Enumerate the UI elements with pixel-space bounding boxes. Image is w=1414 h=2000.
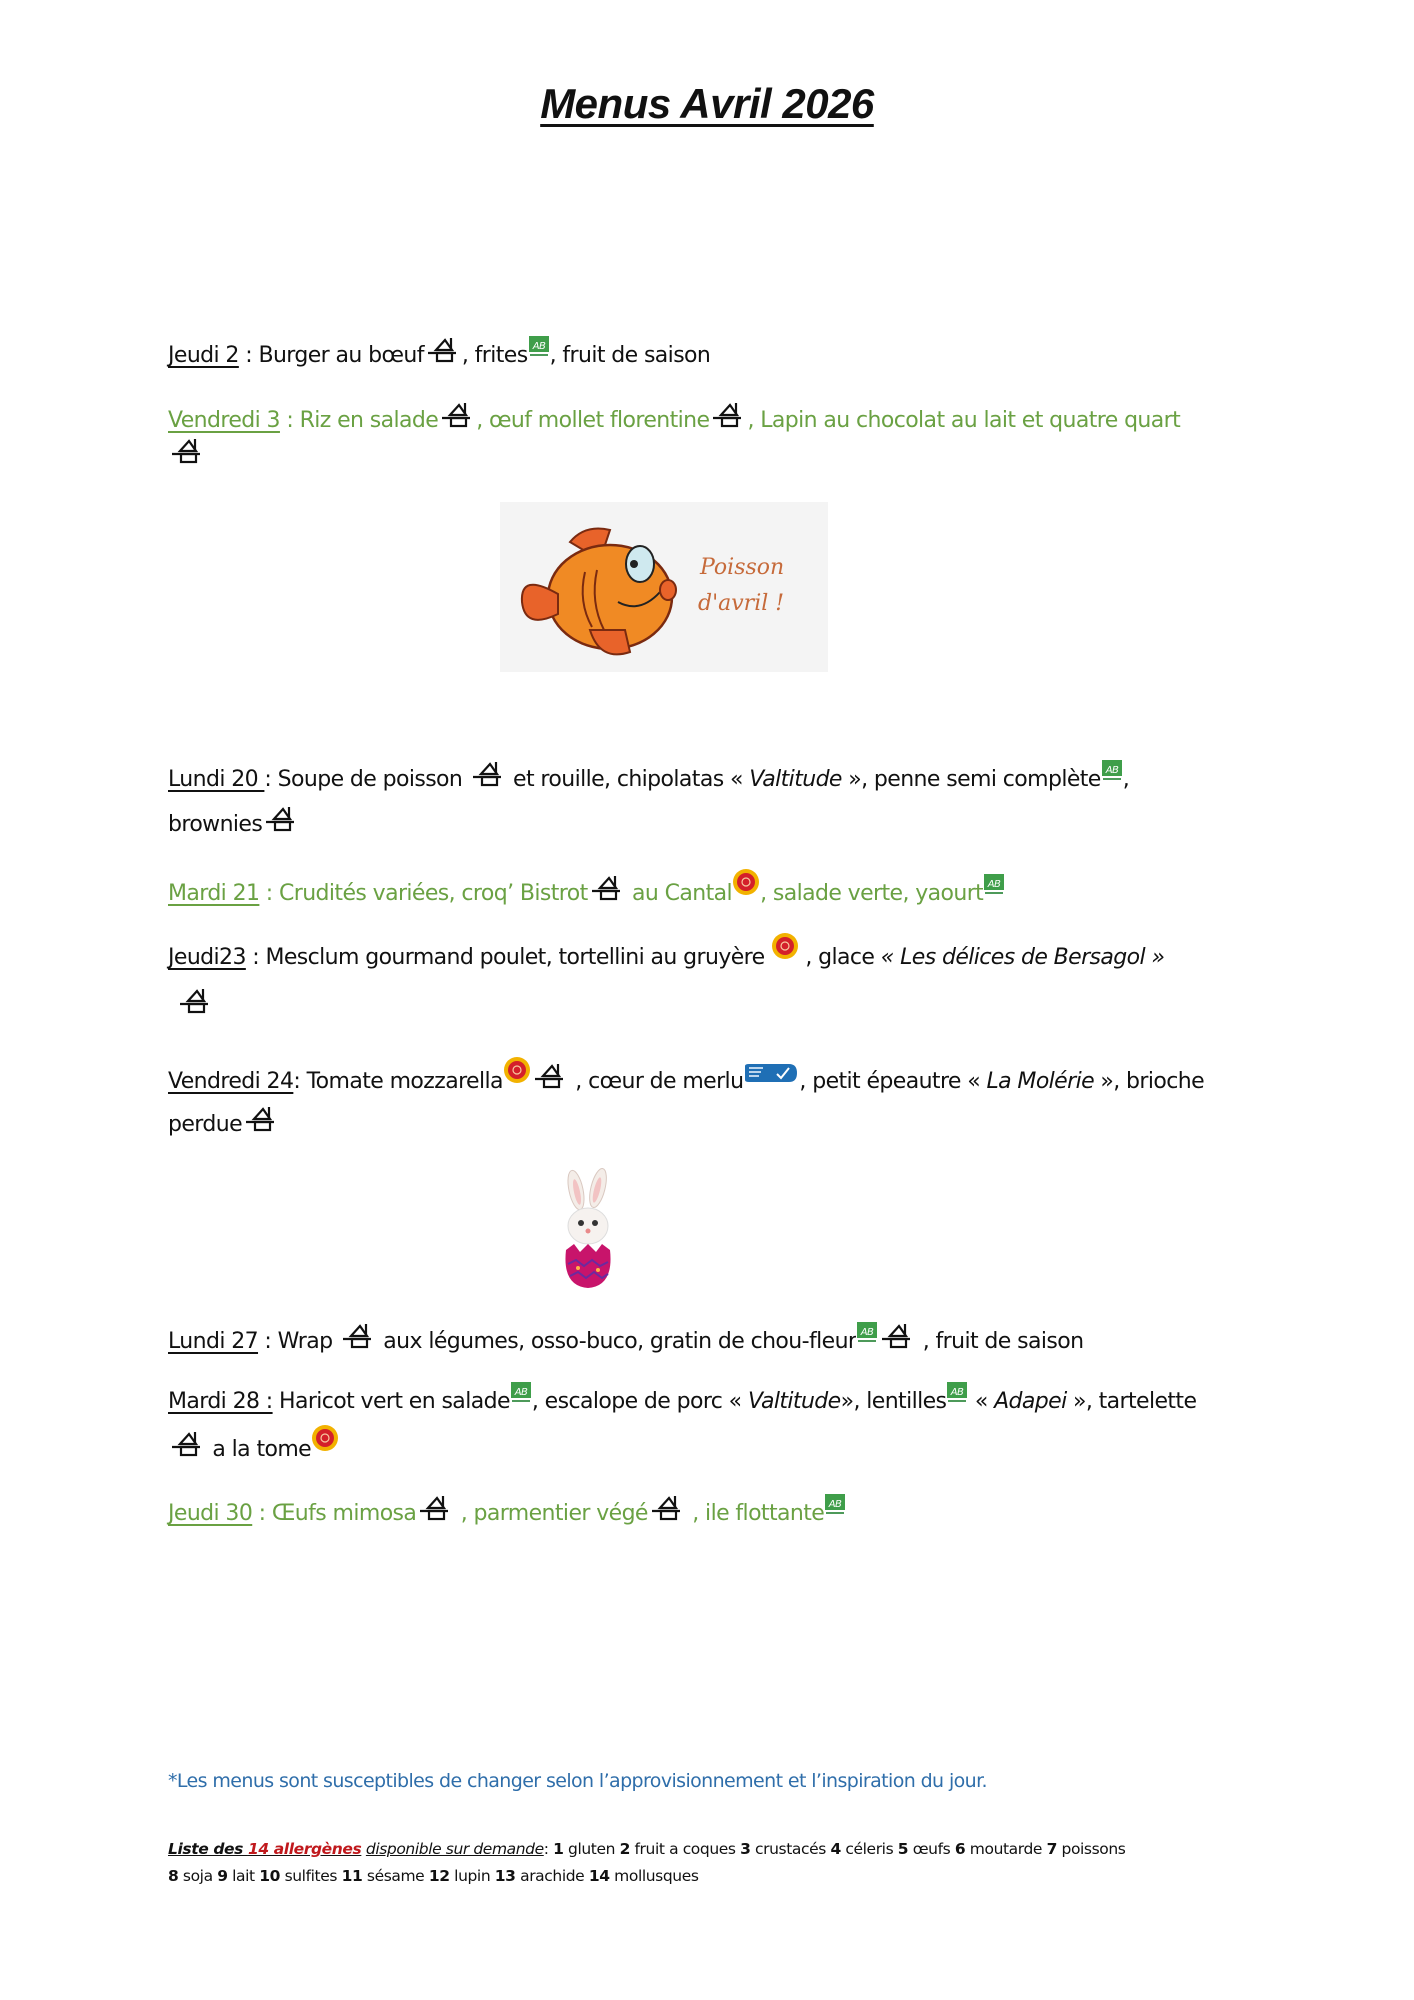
page-title-container (0, 80, 1414, 128)
menu-day: Jeudi 30 (168, 1501, 253, 1526)
menu-day: Jeudi 2 (168, 343, 239, 368)
brand-text: Valtitude (749, 767, 842, 792)
allergen-number: 14 (588, 1867, 610, 1885)
aop-label-icon (732, 868, 760, 896)
allergen-name: gluten (568, 1840, 616, 1858)
dish-text: , cœur de merlu (568, 1069, 744, 1094)
fait-maison-house-icon (426, 336, 460, 366)
fait-maison-house-icon (711, 401, 745, 431)
dish-text: , (1122, 767, 1130, 792)
menu-day: Jeudi23 (168, 945, 246, 970)
separator: : (543, 1840, 554, 1858)
fait-maison-house-icon (440, 401, 474, 431)
fait-maison-house-icon (178, 987, 212, 1017)
aop-label-icon (311, 1424, 339, 1452)
allergen-number: 9 (217, 1867, 228, 1885)
dish-text: au Cantal (625, 881, 733, 906)
menu-day: Lundi 20 (168, 767, 265, 792)
dish-text: , Lapin au chocolat au lait et quatre quart (747, 408, 1181, 433)
allergen-label-part: Liste des (168, 1840, 248, 1858)
fait-maison-house-icon (244, 1105, 278, 1135)
fait-maison-house-icon (170, 1430, 204, 1460)
separator: : (264, 767, 278, 792)
dish-text: et rouille, chipolatas « (506, 767, 750, 792)
dish-text: , glace (798, 945, 881, 970)
dish-text: brownies (168, 812, 263, 837)
separator: : (258, 1329, 278, 1354)
menu-lundi-27 (168, 1318, 1083, 1365)
allergen-availability: disponible sur demande (365, 1840, 544, 1858)
menu-jeudi-30 (168, 1490, 846, 1537)
fait-maison-house-icon (170, 437, 204, 467)
dish-text: Riz en salade (299, 408, 439, 433)
allergen-number: 3 (740, 1840, 751, 1858)
dish-text: , œuf mollet florentine (476, 408, 710, 433)
menu-lundi-20 (168, 756, 1129, 803)
dish-text: , fruit de saison (549, 343, 711, 368)
easter-bunny-image (548, 1168, 628, 1292)
dish-text: Burger au bœuf (258, 343, 424, 368)
allergen-number: 1 (553, 1840, 564, 1858)
aop-label-icon (771, 932, 799, 960)
fait-maison-house-icon (650, 1494, 684, 1524)
separator: : (293, 1069, 307, 1094)
dish-text: , salade verte, yaourt (760, 881, 984, 906)
dish-text: , fruit de saison (916, 1329, 1084, 1354)
menu-mardi-28 (168, 1378, 1196, 1425)
menu-day: Mardi 21 (168, 881, 260, 906)
allergen-name: lait (232, 1867, 255, 1885)
ab-organic-label-icon (1101, 756, 1123, 784)
allergen-name: fruit a coques (634, 1840, 736, 1858)
dish-text: , frites (461, 343, 528, 368)
ab-organic-label-icon (824, 1490, 846, 1518)
ab-organic-label-icon (856, 1318, 878, 1346)
allergen-name: lupin (454, 1867, 491, 1885)
menu-mardi-21 (168, 868, 1005, 917)
dish-text: Crudités variées, croq’ Bistrot (279, 881, 588, 906)
menu-day: Mardi 28 : (168, 1389, 273, 1414)
ab-organic-label-icon (983, 870, 1005, 898)
fait-maison-house-icon (471, 760, 505, 790)
separator: : (279, 408, 300, 433)
brand-text: « Les délices de Bersagol » (880, 945, 1165, 970)
dish-text: Soupe de poisson (277, 767, 469, 792)
bunny-icon (548, 1168, 628, 1292)
dish-text: Tomate mozzarella (306, 1069, 503, 1094)
allergen-number: 7 (1046, 1840, 1057, 1858)
dish-text: », brioche (1094, 1069, 1205, 1094)
svg-text:d'avril !: d'avril ! (698, 591, 785, 616)
dish-text: « (968, 1389, 995, 1414)
dish-text: Haricot vert en salade (279, 1389, 510, 1414)
separator: : (259, 881, 279, 906)
dish-text: », penne semi complète (841, 767, 1101, 792)
ab-organic-label-icon (510, 1378, 532, 1406)
menu-jeudi-23-cont (176, 984, 214, 1030)
menu-vendredi-24 (168, 1056, 1204, 1105)
allergen-name: œufs (912, 1840, 951, 1858)
msc-sustainable-fishing-icon (743, 1062, 799, 1084)
fait-maison-house-icon (590, 874, 624, 904)
allergen-number: 6 (954, 1840, 966, 1858)
menu-day: Vendredi 24 (168, 1069, 294, 1094)
svg-text:Poisson: Poisson (700, 555, 785, 580)
menu-day: Lundi 27 (168, 1329, 259, 1354)
page-title: Menus Avril 2026 (540, 80, 874, 127)
dish-text: Œufs mimosa (271, 1501, 417, 1526)
fait-maison-house-icon (341, 1322, 375, 1352)
aop-label-icon (503, 1056, 531, 1084)
allergen-number: 10 (259, 1867, 281, 1885)
dish-text: Mesclum gourmand poulet, tortellini au gruyère (265, 945, 771, 970)
dish-text: », tartelette (1066, 1389, 1197, 1414)
dish-text: Wrap (277, 1329, 339, 1354)
allergen-number: 13 (494, 1867, 516, 1885)
fish-icon (500, 502, 828, 672)
allergen-number: 12 (428, 1867, 450, 1885)
brand-text: Adapei (994, 1389, 1067, 1414)
fait-maison-house-icon (880, 1322, 914, 1352)
ab-organic-label-icon (946, 1378, 968, 1406)
allergen-name: crustacés (755, 1840, 826, 1858)
dish-text: , escalope de porc « (531, 1389, 748, 1414)
allergen-name: poissons (1061, 1840, 1126, 1858)
allergen-name: mollusques (614, 1867, 699, 1885)
allergen-name: soja (182, 1867, 213, 1885)
allergen-number: 5 (897, 1840, 909, 1858)
brand-text: La Molérie (986, 1069, 1095, 1094)
dish-text: aux légumes, osso-buco, gratin de chou-fleur (376, 1329, 857, 1354)
menu-vendredi-3-cont (168, 434, 206, 480)
fait-maison-house-icon (264, 805, 298, 835)
fait-maison-house-icon (533, 1062, 567, 1092)
dish-text: , ile flottante (685, 1501, 825, 1526)
menu-day: Vendredi 3 (168, 408, 280, 433)
poisson-avril-image (500, 502, 828, 672)
ab-organic-label-icon (528, 332, 550, 360)
allergen-name: sulfites (284, 1867, 338, 1885)
allergen-name: céleris (845, 1840, 894, 1858)
menu-vendredi-24-cont (168, 1102, 280, 1148)
allergen-name: arachide (520, 1867, 585, 1885)
allergen-list (168, 1836, 1125, 1890)
allergen-number: 4 (830, 1840, 841, 1858)
menu-lundi-20-cont (168, 802, 300, 848)
fait-maison-house-icon (418, 1494, 452, 1524)
separator: : (238, 343, 259, 368)
dish-text: », lentilles (840, 1389, 947, 1414)
menu-jeudi-2 (168, 332, 710, 379)
dish-text: a la tome (206, 1437, 312, 1462)
dish-text: , parmentier végé (454, 1501, 648, 1526)
allergen-name: sésame (366, 1867, 425, 1885)
separator: : (252, 1501, 272, 1526)
brand-text: Valtitude (747, 1389, 841, 1414)
menu-mardi-28-cont (168, 1424, 339, 1473)
disclaimer-note: *Les menus sont susceptibles de changer selon l’approvisionnement et l’inspiration du jour. (168, 1770, 987, 1792)
allergen-number: 8 (168, 1867, 179, 1885)
separator: : (245, 945, 266, 970)
allergen-name: moutarde (969, 1840, 1043, 1858)
allergen-count: 14 allergènes (247, 1840, 362, 1858)
menu-vendredi-3 (168, 398, 1180, 444)
allergen-label (168, 1840, 361, 1858)
menu-jeudi-23 (168, 932, 1164, 981)
allergen-number: 11 (341, 1867, 363, 1885)
dish-text: , petit épeautre « (799, 1069, 987, 1094)
dish-text: perdue (168, 1112, 243, 1137)
allergen-number: 2 (619, 1840, 630, 1858)
